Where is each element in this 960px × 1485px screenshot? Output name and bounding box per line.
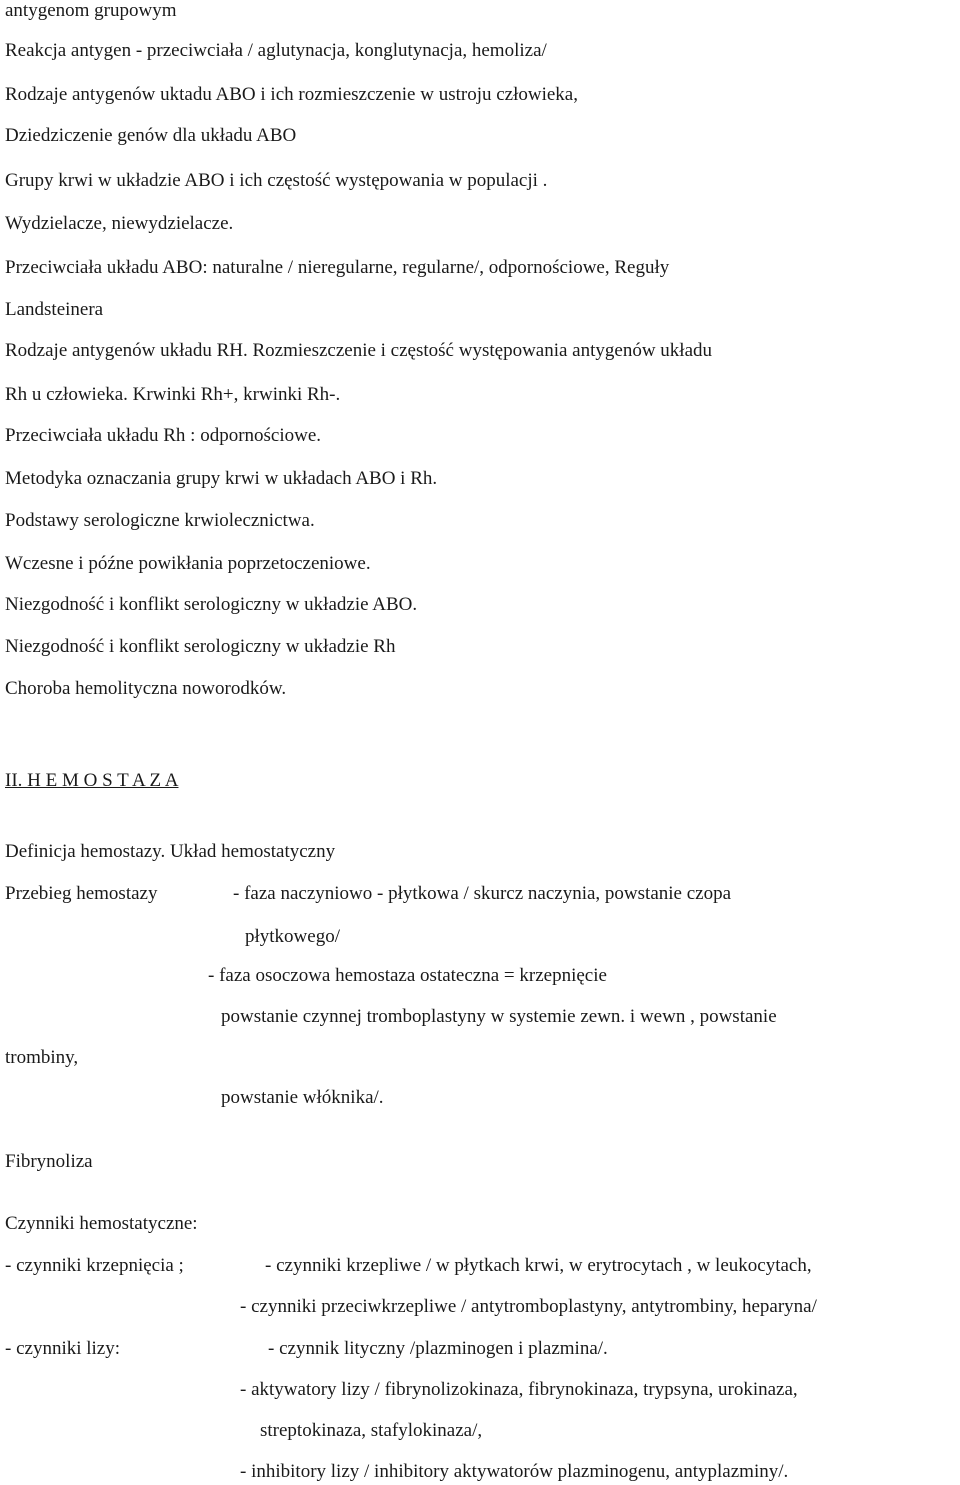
text-line: powstanie czynnej tromboplastyny w systemie zewn. i wewn , powstanie [221, 1006, 777, 1027]
text-line: Fibrynoliza [5, 1151, 93, 1172]
text-line: - czynniki krzepliwe / w płytkach krwi, w erytrocytach , w leukocytach, [265, 1255, 812, 1276]
text-line: Wydzielacze, niewydzielacze. [5, 213, 234, 234]
text-line: Czynniki hemostatyczne: [5, 1213, 198, 1234]
text-line: antygenom grupowym [5, 0, 177, 21]
text-line: Rodzaje antygenów układu RH. Rozmieszczenie i częstość występowania antygenów układu [5, 340, 713, 361]
text-line: - inhibitory lizy / inhibitory aktywatorów plazminogenu, antyplazminy/. [240, 1461, 789, 1482]
text-line: Przebieg hemostazy [5, 883, 158, 904]
text-line: Przeciwciała układu Rh : odpornościowe. [5, 425, 322, 446]
text-line: Metodyka oznaczania grupy krwi w układach ABO i Rh. [5, 468, 438, 489]
text-line: Landsteinera [5, 299, 104, 320]
text-line: Choroba hemolityczna noworodków. [5, 678, 287, 699]
section-heading: II. H E M O S T A Z A [5, 770, 179, 791]
text-line: Przeciwciała układu ABO: naturalne / nieregularne, regularne/, odpornościowe, Reguły [5, 257, 670, 278]
text-line: - aktywatory lizy / fibrynolizokinaza, fibrynokinaza, trypsyna, urokinaza, [240, 1379, 798, 1400]
text-line: trombiny, [5, 1047, 79, 1068]
text-line: Definicja hemostazy. Układ hemostatyczny [5, 841, 336, 862]
text-line: - czynniki lizy: [5, 1338, 121, 1359]
text-line: Dziedziczenie genów dla układu ABO [5, 125, 297, 146]
text-line: - faza osoczowa hemostaza ostateczna = krzepnięcie [208, 965, 607, 986]
text-line: powstanie włóknika/. [221, 1087, 384, 1108]
text-line: - faza naczyniowo - płytkowa / skurcz naczynia, powstanie czopa [233, 883, 732, 904]
text-line: Wczesne i późne powikłania poprzetoczeniowe. [5, 553, 371, 574]
text-line: - czynniki krzepnięcia ; [5, 1255, 184, 1276]
text-line: Reakcja antygen - przeciwciała / aglutynacja, konglutynacja, hemoliza/ [5, 40, 547, 61]
text-line: Rodzaje antygenów uktadu ABO i ich rozmieszczenie w ustroju człowieka, [5, 84, 578, 105]
text-line: - czynnik lityczny /plazminogen i plazmina/. [268, 1338, 608, 1359]
text-line: Podstawy serologiczne krwiolecznictwa. [5, 510, 315, 531]
text-line: - czynniki przeciwkrzepliwe / antytromboplastyny, antytrombiny, heparyna/ [240, 1296, 817, 1317]
text-line: płytkowego/ [245, 926, 340, 947]
text-line: Niezgodność i konflikt serologiczny w układzie ABO. [5, 594, 418, 615]
text-line: Grupy krwi w układzie ABO i ich częstość występowania w populacji . [5, 170, 548, 191]
text-line: Niezgodność i konflikt serologiczny w układzie Rh [5, 636, 396, 657]
text-line: Rh u człowieka. Krwinki Rh+, krwinki Rh-. [5, 384, 341, 405]
text-line: streptokinaza, stafylokinaza/, [260, 1420, 483, 1441]
